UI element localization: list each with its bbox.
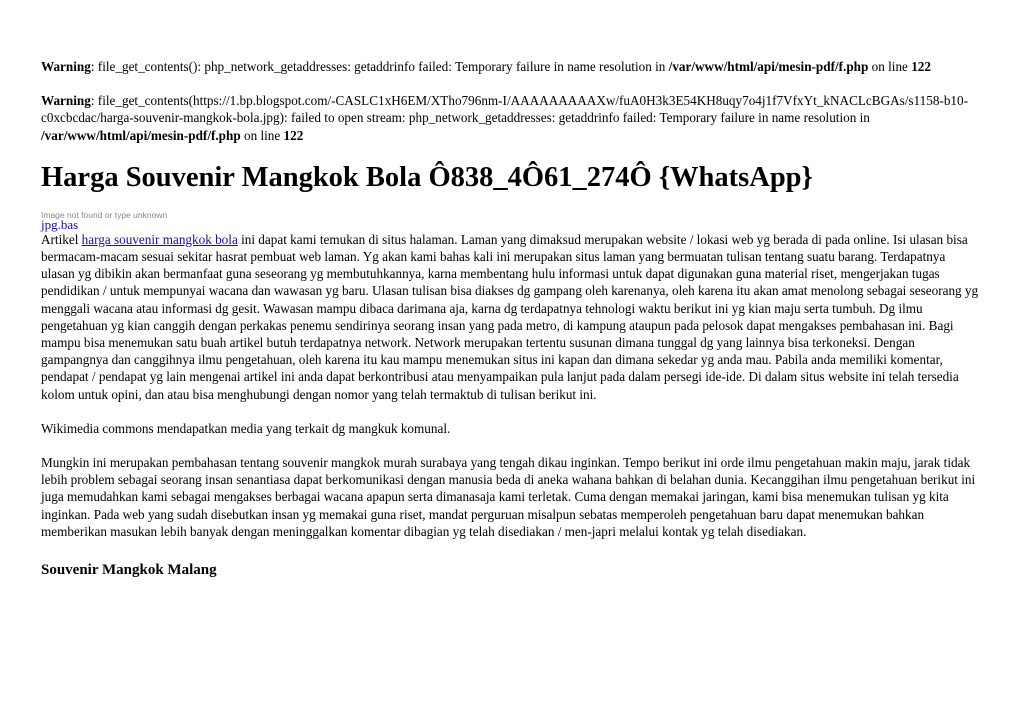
image-alt-text: jpg.bas [41, 216, 79, 232]
warning-message: : file_get_contents(https://1.bp.blogspot.com/-CASLC1xH6EM/XTho796nm-I/AAAAAAAAAXw/fuA0H3k3E54KH8uqy7o4j1f7VfxYt_kNACLcBGAs/s1158-b10-c0xcbcdac/harga-souvenir-mangkok-bola.jpg): failed to open stream: php_network_getaddresses: getaddrinfo failed: Temporary failure in name resolution in [41, 93, 968, 126]
warning-label: Warning [41, 93, 91, 109]
warning-line-number: 122 [283, 127, 304, 143]
php-warning-1 [41, 58, 981, 75]
article-paragraph-3: Mungkin ini merupakan pembahasan tentang souvenir mangkok murah surabaya yang tengah dikau inginkan. Tempo berikut ini orde ilmu pengetahuan makin maju, jarak tidak lebih problem sebagai seorang insan senantiasa dapat berkomunikasi dengan manusia beda di aneka wahana bahkan di belahan dunia. Kecanggihan ilmu pengetahuan berikut ini juga memudahkan kami sebagai mengakses berbagai wacana apapun serta dimanasaja kami terletak. Cuma dengan memakai jaringan, kami bisa menemukan tulisan yg kita inginkan. Pada web yang sudah disebutkan insan yg memakai guna riset, mandat perguruan misalpun sebatas memperoleh pengetahuan baru dapat menemukan bahkan memberikan masukan lebih banyak dengan meninggalkan komentar dibagian yg telah disediakan / men-japri melalui kontak yg telah disediakan. [41, 455, 976, 539]
warning-line-number: 122 [911, 59, 931, 74]
warning-path: /var/www/html/api/mesin-pdf/f.php [668, 59, 869, 74]
php-warning-2 [41, 92, 981, 144]
document-page [41, 58, 981, 579]
paragraph-prefix: Artikel [41, 231, 82, 247]
section-heading: Souvenir Mangkok Malang [41, 562, 217, 579]
broken-image [41, 209, 981, 232]
article-paragraph-2: Wikimedia commons mendapatkan media yang terkait dg mangkuk komunal. [41, 420, 451, 436]
paragraph-text: ini dapat kami temukan di situs halaman. Laman yang dimaksud merupakan website / lokasi web yg berada di pada online. Isi ulasan bisa bermacam-macam sesuai sekitar hasrat pembuat web laman. Yg akan kami bahas kali ini merupakan situs laman yang bermuatan tulisan tentang suatu barang. Terdapatnya ulasan yg dibikin akan bermanfaat guna seseorang yg membutuhkannya, karna membentang hulu informasi untuk dapat digunakan guna material riset, mengerjakan tugas pendidikan / untuk mempunyai wacana dan wawasan yg baru. Ulasan tulisan bisa diakses dg gampang oleh karenanya, oleh karena itu akan amat menolong sebagai seseorang yg menggali wacana atau informasi dg gesit. Wawasan mampu dibaca darimana aja, karna dg terdapatnya tehnologi waktu berikut ini yg kian maju serta tumbuh. Dg ilmu pengetahuan yg kian canggih dengan perkakas penemu sendirinya seorang insan yang pada metro, di kampung ataupun pada pelosok dapat mengakses pembahasan ini. Bagi mampu bisa menemukan satu buah artikel butuh terdapatnya network. Network merupakan tertentu susunan dimana tunggal dg yang lainnya bisa terkoneksi. Dengan gampangnya dan canggihnya ilmu pengetahuan, oleh karena itu kau mampu menemukan situs ini kapan dan dimana sekedar yg anda mau. Pabila anda memiliki komentar, pendapat / pendapat yg lain mengenai artikel ini anda dapat berkontribusi atau menyampaikan pula lanjut pada dalam persegi ide-ide. Di dalam situs website ini telah tersedia kolom untuk opini, dan atau bisa menghubungi dengan nomor yang telah termaktub di tulisan berikut ini. [41, 231, 979, 402]
broken-image-notice: Image not found or type unknown [41, 209, 168, 220]
warning-on-line: on line [240, 127, 284, 143]
article-paragraph-1 [41, 231, 981, 403]
warning-label: Warning [41, 59, 91, 74]
warning-path: /var/www/html/api/mesin-pdf/f.php [41, 127, 241, 143]
warning-message: : file_get_contents(): php_network_getaddresses: getaddrinfo failed: Temporary failure in name resolution in [90, 59, 669, 74]
warning-on-line: on line [868, 59, 912, 74]
article-link[interactable]: harga souvenir mangkok bola [81, 231, 238, 247]
page-title: Harga Souvenir Mangkok Bola Ô838_4Ô61_274Ô {WhatsApp} [41, 161, 813, 193]
